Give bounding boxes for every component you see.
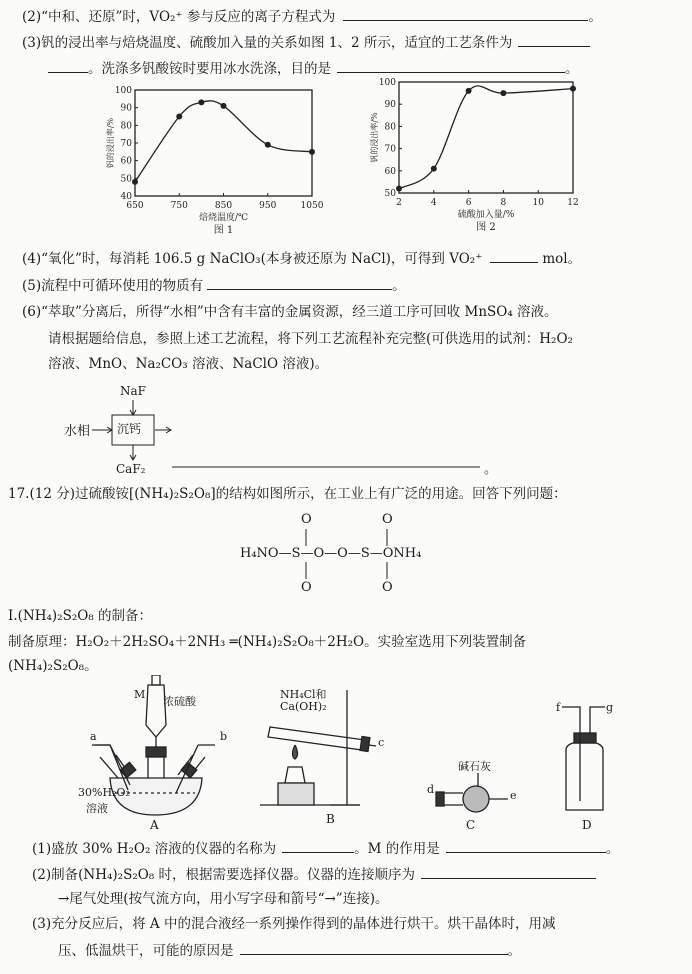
atom-o: O: [382, 580, 393, 595]
q16-3-text2: 。洗涤多钒酸铵时要用冰水洗涤，目的是: [88, 61, 331, 77]
x-tick-label: 750: [170, 201, 188, 211]
port-g: g: [606, 701, 614, 714]
data-point: [265, 142, 271, 148]
answer-blank[interactable]: [48, 58, 88, 73]
series-line: [399, 86, 573, 189]
port-e: e: [510, 789, 517, 802]
data-point: [176, 114, 182, 120]
data-point: [431, 166, 437, 172]
apparatus-b-label: B: [326, 812, 335, 826]
y-tick-label: 90: [120, 103, 132, 114]
q17-1: [32, 838, 619, 859]
q17-1-text: (1)盛放 30% H₂O₂ 溶液的仪器的名称为: [32, 841, 277, 857]
flow-input-label: 水相: [64, 424, 91, 439]
apparatus-c: [436, 773, 508, 812]
label-nh4cl: NH₄Cl和: [280, 688, 327, 701]
q16-5: [22, 275, 406, 296]
answer-blank[interactable]: [282, 838, 354, 853]
flow-arrows: [60, 395, 660, 475]
apparatus-c-label: C: [466, 818, 476, 832]
q17-2-line2: →尾气处理(按气流方向，用小写字母和箭号“→”连接)。: [58, 891, 389, 907]
port-d: d: [427, 783, 435, 796]
q16-6-line3: 溶液、MnO、Na₂CO₃ 溶液、NaClO 溶液)。: [48, 356, 329, 372]
apparatus-d: [562, 707, 605, 810]
flow-box-label: 沉钙: [117, 422, 142, 436]
label-m: M: [134, 688, 146, 701]
label-solution: 溶液: [86, 802, 108, 815]
q17-3-end: 。: [507, 943, 521, 959]
q16-3-text: (3)钒的浸出率与焙烧温度、硫酸加入量的关系如图 1、2 所示，适宜的工艺条件为: [22, 35, 513, 51]
q16-3-end: 。: [565, 61, 579, 77]
q17-principle-2: (NH₄)₂S₂O₈。: [8, 658, 98, 674]
structure-formula: [240, 512, 430, 597]
q17-3-text: (3)充分反应后，将 A 中的混合液经一系列操作得到的晶体进行烘干。烘干晶体时，用减: [32, 916, 556, 932]
x-tick-label: 2: [396, 198, 402, 208]
q17-3-cont: [58, 940, 521, 961]
y-tick-label: 50: [384, 189, 396, 199]
q17-2-text: (2)制备(NH₄)₂S₂O₈ 时，根据需要选择仪器。仪器的连接顺序为: [32, 867, 415, 883]
answer-blank[interactable]: [240, 940, 508, 955]
answer-blank[interactable]: [421, 864, 596, 879]
x-tick-label: 12: [567, 198, 579, 208]
flow-box: [112, 415, 154, 445]
series-line: [135, 101, 312, 182]
x-tick-label: 650: [126, 201, 144, 211]
port-f: f: [556, 701, 561, 714]
q16-5-end: 。: [392, 278, 406, 294]
x-axis-label: 硫酸加入量/%: [457, 210, 515, 220]
q16-3: [22, 32, 590, 53]
y-tick-label: 70: [120, 139, 132, 149]
x-tick-label: 8: [500, 198, 507, 208]
q17-2: [32, 864, 596, 885]
atom-o: O: [301, 512, 312, 527]
y-tick-label: 80: [120, 121, 132, 132]
chart-caption: 图 1: [213, 225, 234, 236]
atom-o: O: [382, 512, 393, 527]
answer-blank[interactable]: [446, 838, 606, 853]
q17-part1-heading: Ⅰ.(NH₄)₂S₂O₈ 的制备：: [8, 608, 152, 624]
atom-o: O: [301, 580, 312, 595]
q16-2-end: 。: [588, 9, 602, 25]
y-tick-label: 60: [120, 156, 132, 167]
q17-header: 17.(12 分)过硫酸铵[(NH₄)₂S₂O₈]的结构如图所示，在工业上有广泛的用途。回答下列问题：: [8, 486, 567, 502]
apparatus-a-label: A: [150, 818, 159, 832]
data-point: [466, 88, 472, 94]
flow-output-label: CaF₂: [116, 462, 146, 476]
q17-1-mid: 。M 的作用是: [354, 841, 440, 857]
data-point: [221, 103, 227, 109]
label-conc-sulfuric-acid: 浓硫酸: [163, 695, 196, 708]
apparatus-d-label: D: [582, 818, 592, 832]
data-point: [500, 90, 506, 96]
chart-figure-2: [360, 75, 600, 240]
answer-blank[interactable]: [207, 275, 392, 290]
chart-figure-1: [100, 78, 340, 243]
answer-blank[interactable]: [337, 58, 565, 73]
data-point: [396, 186, 402, 192]
q16-4: [22, 248, 581, 269]
y-tick-label: 100: [114, 86, 132, 96]
q16-4-text: (4)“氧化”时，每消耗 106.5 g NaClO₃(本身被还原为 NaCl)，可得到 VO₂⁺: [22, 251, 483, 267]
q16-6-line2: 请根据题给信息，参照上述工艺流程，将下列工艺流程补充完整(可供选用的试剂：H₂O₂: [48, 331, 573, 347]
answer-blank[interactable]: [490, 248, 538, 263]
q16-5-text: (5)流程中可循环使用的物质有: [22, 278, 204, 294]
y-tick-label: 50: [120, 174, 132, 185]
q17-3-line2: 压、低温烘干，可能的原因是: [58, 943, 234, 959]
x-tick-label: 4: [430, 198, 437, 208]
port-c: c: [378, 736, 385, 749]
label-caoh2: Ca(OH)₂: [280, 700, 327, 713]
q16-2-text: (2)“中和、还原”时，VO₂⁺ 参与反应的离子方程式为: [22, 9, 336, 25]
port-b: b: [220, 730, 228, 743]
answer-blank[interactable]: [518, 32, 590, 47]
y-axis-label: 钒的浸出率/%: [106, 117, 115, 169]
y-tick-label: 40: [120, 192, 132, 202]
structure-chain: H₄NO—S—O—O—S—ONH₄: [240, 546, 422, 561]
data-point: [132, 179, 138, 185]
y-tick-label: 60: [384, 166, 396, 177]
x-tick-label: 1050: [300, 201, 324, 211]
q16-6-line1: (6)“萃取”分离后，所得“水相”中含有丰富的金属资源，经三道工序可回收 MnSO₄ 溶液。: [22, 304, 558, 320]
data-point: [198, 99, 204, 105]
y-axis-label: 钒的浸出率/%: [370, 112, 379, 163]
y-tick-label: 100: [378, 78, 396, 88]
x-tick-label: 850: [214, 201, 233, 211]
q17-1-end: 。: [605, 841, 620, 857]
port-a: a: [90, 730, 97, 743]
chart-caption: 图 2: [476, 222, 496, 233]
x-tick-label: 6: [465, 198, 472, 208]
flow-reagent-label: NaF: [120, 384, 146, 398]
q16-4-end: mol。: [542, 251, 582, 267]
q17-principle: 制备原理：H₂O₂＋2H₂SO₄＋2NH₃ ═(NH₄)₂S₂O₈＋2H₂O。实验室选用下列装置制备: [8, 634, 527, 650]
label-h2o2: 30%H₂O₂: [78, 786, 130, 799]
y-tick-label: 70: [384, 144, 396, 155]
x-tick-label: 10: [532, 198, 544, 208]
x-axis-label: 焙烧温度/℃: [198, 213, 249, 223]
label-soda-lime: 碱石灰: [458, 760, 491, 773]
plot-frame: [399, 82, 573, 193]
data-point: [570, 86, 576, 92]
data-point: [309, 149, 315, 155]
x-tick-label: 950: [259, 201, 277, 211]
q16-2: [22, 6, 602, 27]
y-tick-label: 90: [384, 100, 396, 111]
answer-blank[interactable]: [343, 6, 588, 21]
flow-end: 。: [484, 462, 498, 477]
y-tick-label: 80: [384, 122, 396, 133]
